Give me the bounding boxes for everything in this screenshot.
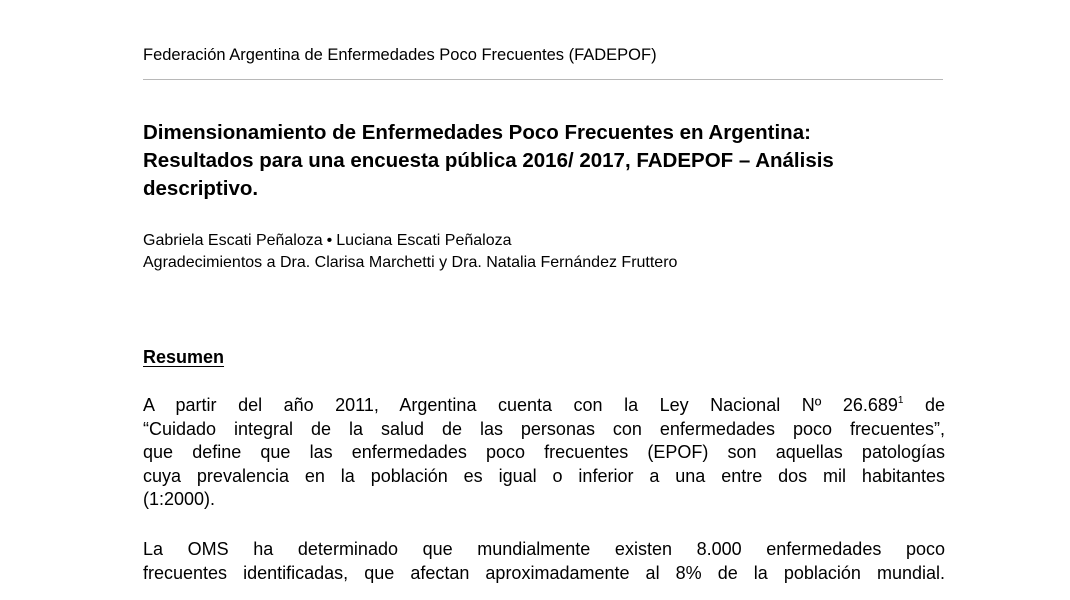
abstract-heading: Resumen (143, 347, 225, 367)
paragraph-line: que define que las enfermedades poco frecuentes (EPOF) son aquellas patologías (143, 442, 945, 462)
footnote-marker: 1 (897, 395, 904, 406)
header-divider (143, 79, 943, 80)
abstract-paragraph-1 (143, 394, 945, 512)
abstract-paragraph-2 (143, 538, 945, 585)
paragraph-line (143, 394, 945, 418)
paragraph-line: (1:2000). (143, 489, 216, 509)
author-separator: • (326, 232, 333, 249)
running-header: Federación Argentina de Enfermedades Poco Frecuentes (FADEPOF) (143, 46, 657, 64)
acknowledgements: Agradecimientos a Dra. Clarisa Marchetti y Dra. Natalia Fernández Fruttero (143, 254, 678, 271)
paragraph-line: frecuentes identificadas, que afectan aproximadamente al 8% de la población mundial. (143, 562, 945, 583)
author-block (143, 230, 677, 274)
title-line-1: Dimensionamiento de Enfermedades Poco Frecuentes en Argentina: (143, 121, 811, 144)
line-text: A partir del año 2011, Argentina cuenta con la Ley Nacional Nº 26.689 (143, 395, 898, 415)
paper-title (143, 119, 933, 203)
title-line-2: Resultados para una encuesta pública 2016/ 2017, FADEPOF – Análisis (143, 149, 834, 172)
author-name-1: Gabriela Escati Peñaloza (143, 232, 323, 249)
author-name-2: Luciana Escati Peñaloza (336, 232, 512, 249)
author-line (143, 230, 677, 252)
paragraph-line: cuya prevalencia en la población es igual o inferior a una entre dos mil habitantes (143, 465, 945, 486)
paragraph-line: “Cuidado integral de la salud de las personas con enfermedades poco frecuentes”, (143, 418, 945, 439)
title-line-3: descriptivo. (143, 177, 259, 200)
paragraph-line: La OMS ha determinado que mundialmente existen 8.000 enfermedades poco (143, 539, 945, 559)
line-text: de (903, 395, 945, 415)
